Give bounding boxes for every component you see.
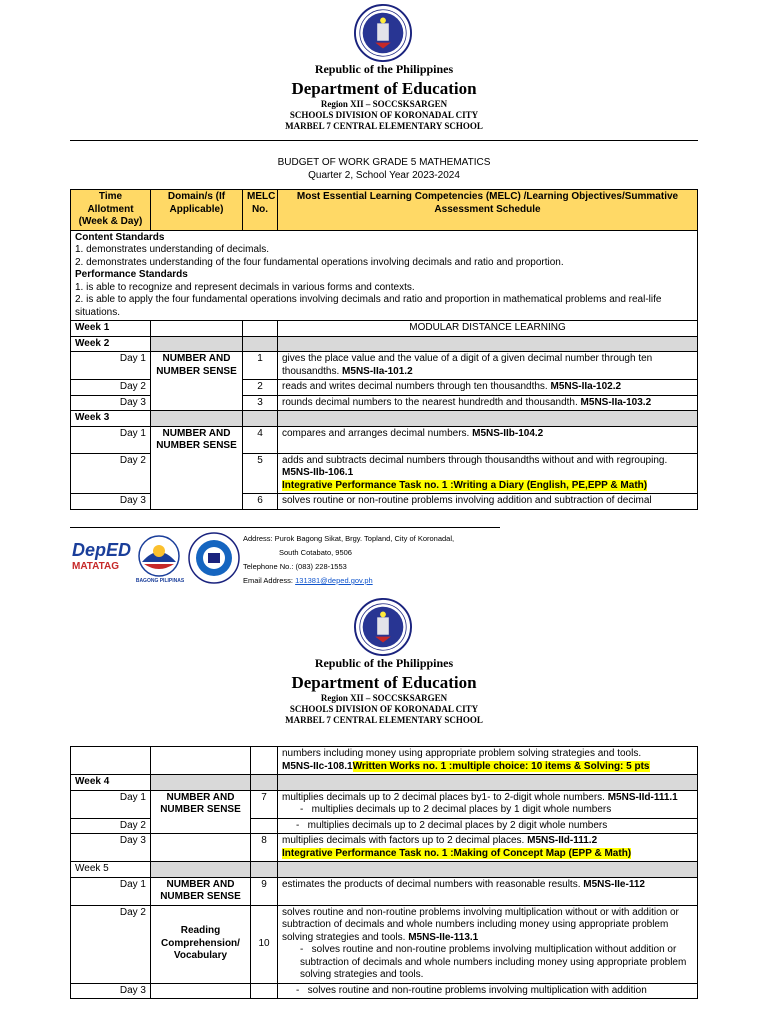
melc-number: 1 bbox=[243, 352, 278, 380]
melc-number: 3 bbox=[243, 395, 278, 411]
document-subtitle: Quarter 2, School Year 2023-2024 bbox=[308, 170, 460, 181]
sub-competency: solves routine and non-routine problems involving multiplication with addition bbox=[307, 984, 647, 996]
day-label: Day 1 bbox=[71, 877, 151, 905]
melc-code: M5NS-IIa-102.2 bbox=[550, 381, 622, 392]
table-row bbox=[71, 321, 698, 337]
performance-task-highlight: Integrative Performance Task no. 1 :Making of Concept Map (EPP & Math) bbox=[282, 847, 632, 859]
melc-number: 2 bbox=[243, 380, 278, 396]
content-standard-1: 1. demonstrates understanding of decimals. bbox=[75, 244, 269, 255]
day-label: Day 2 bbox=[71, 818, 151, 834]
day-label: Day 3 bbox=[71, 395, 151, 411]
header-rule bbox=[70, 140, 698, 141]
budget-table-page2 bbox=[70, 746, 698, 999]
day-label: Day 3 bbox=[71, 494, 151, 510]
melc-number: 8 bbox=[251, 834, 278, 862]
day-label: Day 1 bbox=[71, 790, 151, 818]
melc-code: M5NS-IIc-108.1 bbox=[282, 760, 353, 772]
footer-contact bbox=[243, 532, 454, 588]
melc-number: 4 bbox=[243, 426, 278, 453]
footer-email-label: Email Address: bbox=[243, 576, 294, 585]
day-label: Day 2 bbox=[71, 380, 151, 396]
school-text: MARBEL 7 CENTRAL ELEMENTARY SCHOOL bbox=[285, 121, 483, 131]
day-label: Day 1 bbox=[71, 426, 151, 453]
melc-code: M5NS-IId-111.2 bbox=[527, 835, 598, 846]
performance-standard-1: 1. is able to recognize and represent decimals in various forms and contexts. bbox=[75, 281, 415, 293]
header-time: Time Allotment (Week & Day) bbox=[71, 190, 151, 231]
competency-text: rounds decimal numbers to the nearest hundredth and thousandth. bbox=[282, 396, 578, 408]
deped-seal-icon bbox=[354, 598, 412, 656]
domain-cell: NUMBER AND NUMBER SENSE bbox=[151, 877, 251, 905]
performance-standards-label: Performance Standards bbox=[75, 269, 188, 280]
document-title: BUDGET OF WORK GRADE 5 MATHEMATICS bbox=[277, 157, 491, 168]
department-text: Department of Education bbox=[291, 79, 477, 98]
day-label: Day 2 bbox=[71, 905, 151, 983]
competency-text: estimates the products of decimal numbers with reasonable results. bbox=[282, 878, 581, 890]
table-row: Day 2 Reading Comprehension/ Vocabulary 10 solves routine and non-routine problems involving multiplication without or with addition or subtraction of decimals and whole numbers including money using appropriate problem solving strategies and tools. M5NS-IIe-113.1 - solves routine and non-routine problems involving multiplication without addition or subtraction of decimals and whole numbers including money using appropriate problem solving strategies and tools. bbox=[71, 905, 698, 983]
domain-cell: NUMBER AND NUMBER SENSE bbox=[151, 352, 243, 411]
sub-competency: solves routine and non-routine problems involving multiplication without addition or subtraction of decimals and whole numbers including money using appropriate problem solving strategies and tools. bbox=[300, 944, 687, 980]
melc-number: 7 bbox=[251, 790, 278, 818]
melc-code: M5NS-IId-111.1 bbox=[607, 791, 678, 803]
week-label: Week 3 bbox=[71, 411, 151, 427]
melc-code: M5NS-IIe-112 bbox=[583, 878, 645, 890]
domain-cell: NUMBER AND NUMBER SENSE bbox=[151, 790, 251, 834]
sub-competency: multiplies decimals up to 2 decimal places by 2 digit whole numbers bbox=[307, 819, 608, 831]
header-domain: Domain/s (If Applicable) bbox=[151, 190, 243, 231]
competency-text: numbers including money using appropriate problem solving strategies and tools. bbox=[282, 748, 642, 759]
deped-seal-icon bbox=[354, 4, 412, 62]
table-row bbox=[71, 775, 698, 791]
sub-competency: multiplies decimals up to 2 decimal places by 1 digit whole numbers bbox=[311, 804, 612, 815]
budget-table-page1 bbox=[70, 189, 698, 510]
week-label: Week 2 bbox=[71, 336, 151, 352]
melc-number: 9 bbox=[251, 877, 278, 905]
competency-text: solves routine and non-routine problems involving multiplication without or with addition or subtraction of decimals and whole numbers including money using appropriate problem solving strategies and tools. bbox=[282, 906, 679, 943]
day-label: Day 1 bbox=[71, 352, 151, 380]
school-text: MARBEL 7 CENTRAL ELEMENTARY SCHOOL bbox=[285, 715, 483, 725]
table-row: Day 2 - multiplies decimals up to 2 decimal places by 2 digit whole numbers bbox=[71, 818, 698, 834]
division-text: SCHOOLS DIVISION OF KORONADAL CITY bbox=[289, 110, 479, 120]
footer-address: Address: Purok Bagong Sikat, Brgy. Topland, City of Koronadal, bbox=[243, 534, 455, 543]
written-works-highlight: Written Works no. 1 :multiple choice: 10 items & Solving: 5 pts bbox=[352, 760, 650, 772]
region-text: Region XII – SOCCSKSARGEN bbox=[320, 99, 448, 109]
table-row bbox=[71, 336, 698, 352]
performance-task-highlight: Integrative Performance Task no. 1 :Writing a Diary (English, PE,EPP & Math) bbox=[282, 479, 648, 491]
week-label: Week 5 bbox=[71, 862, 151, 878]
footer-telephone: Telephone No.: (083) 228-1553 bbox=[243, 562, 347, 571]
table-row bbox=[71, 747, 698, 775]
school-seal-icon bbox=[188, 532, 240, 584]
republic-text: Republic of the Philippines bbox=[314, 62, 454, 76]
bagong-pilipinas-label: BAGONG PILIPINAS bbox=[135, 578, 185, 584]
melc-code: M5NS-IIb-106.1 bbox=[282, 467, 354, 478]
melc-number: 5 bbox=[243, 453, 278, 494]
competency-text: multiplies decimals up to 2 decimal places by1- to 2-digit whole numbers. bbox=[282, 791, 605, 803]
domain-cell: NUMBER AND NUMBER SENSE bbox=[151, 426, 243, 509]
melc-number: 10 bbox=[251, 905, 278, 983]
day-label: Day 2 bbox=[71, 453, 151, 494]
modular-label: MODULAR DISTANCE LEARNING bbox=[278, 321, 698, 337]
week-label: Week 1 bbox=[71, 321, 151, 337]
table-row bbox=[71, 352, 698, 380]
day-label: Day 3 bbox=[71, 834, 151, 862]
melc-code: M5NS-IIa-103.2 bbox=[580, 396, 652, 408]
competency-text: compares and arranges decimal numbers. bbox=[282, 427, 470, 439]
table-row: Day 3 - solves routine and non-routine problems involving multiplication with addition bbox=[71, 983, 698, 999]
melc-code: M5NS-IIe-113.1 bbox=[408, 931, 479, 943]
standards-row bbox=[71, 230, 698, 321]
deped-logo: DepED MATATAG bbox=[72, 540, 132, 572]
competency-text: gives the place value and the value of a digit of a given decimal number through ten thousandths. bbox=[282, 353, 653, 377]
competency-text: multiplies decimals with factors up to 2 decimal places. bbox=[282, 835, 525, 846]
header-melc: MELC No. bbox=[243, 190, 278, 231]
competency-text: adds and subtracts decimal numbers through thousandths without and with regrouping. bbox=[282, 454, 668, 466]
table-row bbox=[71, 877, 698, 905]
table-header-row bbox=[71, 190, 698, 231]
content-standards-label: Content Standards bbox=[75, 231, 165, 243]
melc-code: M5NS-IIb-104.2 bbox=[472, 427, 544, 439]
table-row bbox=[71, 834, 698, 862]
footer-address-2: South Cotabato, 9506 bbox=[279, 548, 352, 557]
day-label: Day 3 bbox=[71, 983, 151, 999]
table-row bbox=[71, 862, 698, 878]
region-text: Region XII – SOCCSKSARGEN bbox=[320, 693, 448, 703]
header-competency: Most Essential Learning Competencies (MELC) /Learning Objectives/Summative Assessment Schedule bbox=[278, 190, 698, 231]
footer-email-link[interactable]: 131381@deped.gov.ph bbox=[295, 576, 373, 585]
department-text: Department of Education bbox=[291, 673, 477, 692]
division-text: SCHOOLS DIVISION OF KORONADAL CITY bbox=[289, 704, 479, 714]
table-row bbox=[71, 426, 698, 453]
republic-text: Republic of the Philippines bbox=[314, 656, 454, 670]
domain-cell: Reading Comprehension/ Vocabulary bbox=[151, 905, 251, 983]
competency-text: solves routine or non-routine problems involving addition and subtraction of decimal bbox=[278, 494, 698, 510]
performance-standard-2: 2. is able to apply the four fundamental operations involving decimals and ratio and proportion in mathematical problems and real-life situations. bbox=[75, 294, 662, 318]
melc-code: M5NS-IIa-101.2 bbox=[342, 365, 413, 377]
table-row: Day 1 NUMBER AND NUMBER SENSE 7 multiplies decimals up to 2 decimal places by1- to 2-digit whole numbers. M5NS-IId-111.1 - multiplies decimals up to 2 decimal places by 1 digit whole numbers bbox=[71, 790, 698, 818]
content-standard-2: 2. demonstrates understanding of the four fundamental operations involving decimals and ratio and proportion. bbox=[75, 256, 564, 268]
melc-number: 6 bbox=[243, 494, 278, 510]
week-label: Week 4 bbox=[71, 775, 151, 791]
competency-text: reads and writes decimal numbers through ten thousandths. bbox=[282, 381, 548, 392]
table-row bbox=[71, 411, 698, 427]
